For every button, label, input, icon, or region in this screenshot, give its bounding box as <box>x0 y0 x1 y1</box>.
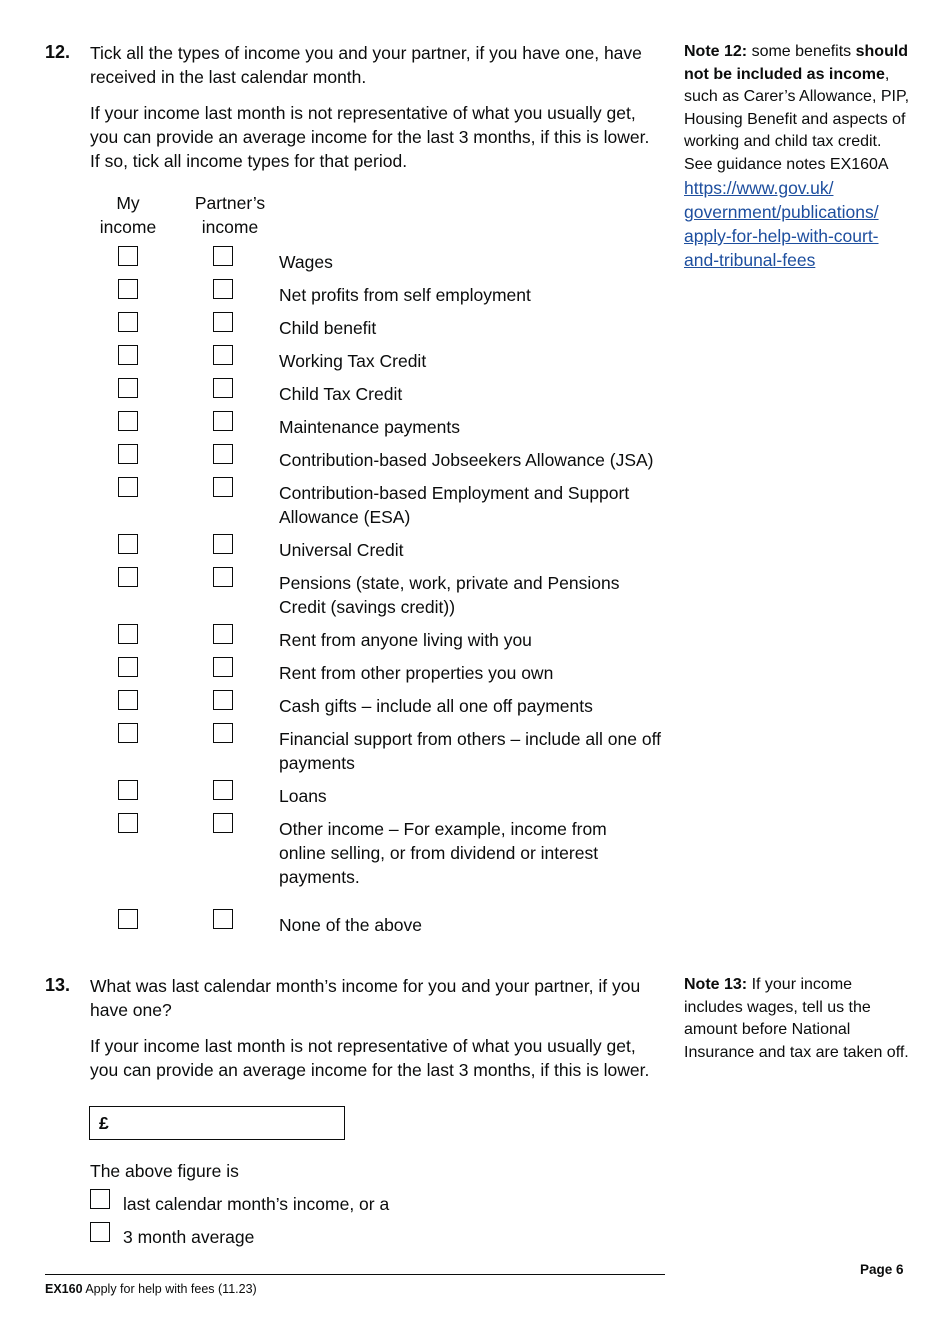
my-income-checkbox[interactable] <box>118 411 138 431</box>
question-12-para2: If your income last month is not representative of what you usually get, you can provide an average income for the last 3 months, if this is lower. If so, tick all income types for that period. <box>90 103 650 171</box>
partner-income-checkbox[interactable] <box>213 279 233 299</box>
income-type-label: Maintenance payments <box>279 417 460 437</box>
my-income-checkbox[interactable] <box>118 567 138 587</box>
guidance-link[interactable]: https://www.gov.uk/ government/publications/ apply-for-help-with-court- and-tribunal-fees <box>684 178 879 270</box>
income-type-label: Child benefit <box>279 318 377 338</box>
my-income-checkbox[interactable] <box>118 690 138 710</box>
figure-label: The above figure is <box>90 1161 239 1181</box>
note-12-text1: some benefits <box>747 43 856 60</box>
partner-income-checkbox[interactable] <box>213 246 233 266</box>
my-income-checkbox[interactable] <box>118 780 138 800</box>
partner-income-header-line2: income <box>201 217 259 237</box>
question-13-text <box>90 974 660 1094</box>
my-income-checkbox[interactable] <box>118 345 138 365</box>
my-income-checkbox[interactable] <box>118 378 138 398</box>
question-12-para1: Tick all the types of income you and your partner, if you have one, have received in the last calendar month. <box>90 43 642 87</box>
partner-income-checkbox[interactable] <box>213 624 233 644</box>
note-12 <box>684 41 909 272</box>
form-code: EX160 <box>45 1282 83 1296</box>
partner-income-checkbox[interactable] <box>213 723 233 743</box>
income-type-label: Pensions (state, work, private and Pensions Credit (savings credit)) <box>279 573 620 617</box>
my-income-checkbox[interactable] <box>118 909 138 929</box>
note-12-bold: should not be included as income <box>684 43 909 83</box>
my-income-column-header <box>88 191 168 239</box>
my-income-checkbox[interactable] <box>118 246 138 266</box>
my-income-checkbox[interactable] <box>118 477 138 497</box>
income-type-label: Contribution-based Employment and Support Allowance (ESA) <box>279 483 630 527</box>
income-type-label: None of the above <box>279 915 423 935</box>
three-month-average-checkbox[interactable] <box>90 1222 110 1242</box>
income-type-label: Rent from anyone living with you <box>279 630 532 650</box>
question-13-para1: What was last calendar month’s income for you and your partner, if you have one? <box>90 976 641 1020</box>
income-type-label: Contribution-based Jobseekers Allowance (JSA) <box>279 450 654 470</box>
income-type-label: Wages <box>279 252 333 272</box>
my-income-checkbox[interactable] <box>118 444 138 464</box>
partner-income-header-line1: Partner’s <box>194 193 266 213</box>
my-income-checkbox[interactable] <box>118 624 138 644</box>
note-13-label: Note 13: <box>684 976 748 993</box>
partner-income-checkbox[interactable] <box>213 477 233 497</box>
my-income-checkbox[interactable] <box>118 312 138 332</box>
income-type-label: Financial support from others – include all one off payments <box>279 729 661 773</box>
income-amount-input[interactable] <box>89 1106 345 1140</box>
income-type-label: Rent from other properties you own <box>279 663 554 683</box>
partner-income-checkbox[interactable] <box>213 345 233 365</box>
question-12-text <box>90 41 660 185</box>
income-type-label: Working Tax Credit <box>279 351 427 371</box>
my-income-checkbox[interactable] <box>118 813 138 833</box>
note-12-text2: , such as Carer’s Allowance, PIP, Housing Benefit and aspects of working and child tax credit. See guidance notes EX160A <box>684 65 910 173</box>
partner-income-checkbox[interactable] <box>213 534 233 554</box>
partner-income-checkbox[interactable] <box>213 312 233 332</box>
my-income-header-line2: income <box>99 217 157 237</box>
three-month-average-option-label: 3 month average <box>123 1227 255 1247</box>
my-income-checkbox[interactable] <box>118 279 138 299</box>
note-13-text: If your income includes wages, tell us the amount before National Insurance and tax are taken off. <box>684 976 909 1061</box>
partner-income-checkbox[interactable] <box>213 378 233 398</box>
partner-income-column-header <box>180 191 280 239</box>
partner-income-checkbox[interactable] <box>213 813 233 833</box>
footer-divider <box>45 1274 665 1275</box>
partner-income-checkbox[interactable] <box>213 567 233 587</box>
currency-symbol: £ <box>99 1113 109 1133</box>
question-13-number: 13. <box>45 975 71 995</box>
question-13-para2: If your income last month is not representative of what you usually get, you can provide an average income for the last 3 months, if this is lower. <box>90 1036 650 1080</box>
form-title: Apply for help with fees (11.23) <box>82 1282 257 1296</box>
last-month-option-label: last calendar month’s income, or a <box>123 1194 390 1214</box>
partner-income-checkbox[interactable] <box>213 444 233 464</box>
last-month-checkbox[interactable] <box>90 1189 110 1209</box>
footer <box>45 1282 257 1296</box>
partner-income-checkbox[interactable] <box>213 690 233 710</box>
my-income-checkbox[interactable] <box>118 657 138 677</box>
my-income-checkbox[interactable] <box>118 723 138 743</box>
income-type-label: Universal Credit <box>279 540 404 560</box>
income-type-label: Net profits from self employment <box>279 285 531 305</box>
income-type-label: Other income – For example, income from online selling, or from dividend or interest payments. <box>279 819 607 887</box>
my-income-header-line1: My <box>116 193 140 213</box>
question-12-number: 12. <box>45 42 71 62</box>
income-type-label: Loans <box>279 786 327 806</box>
partner-income-checkbox[interactable] <box>213 909 233 929</box>
my-income-checkbox[interactable] <box>118 534 138 554</box>
partner-income-checkbox[interactable] <box>213 411 233 431</box>
note-13 <box>684 974 909 1064</box>
income-type-label: Child Tax Credit <box>279 384 403 404</box>
partner-income-checkbox[interactable] <box>213 780 233 800</box>
page-number: Page 6 <box>860 1262 904 1277</box>
partner-income-checkbox[interactable] <box>213 657 233 677</box>
note-12-label: Note 12: <box>684 43 748 60</box>
income-type-label: Cash gifts – include all one off payments <box>279 696 593 716</box>
